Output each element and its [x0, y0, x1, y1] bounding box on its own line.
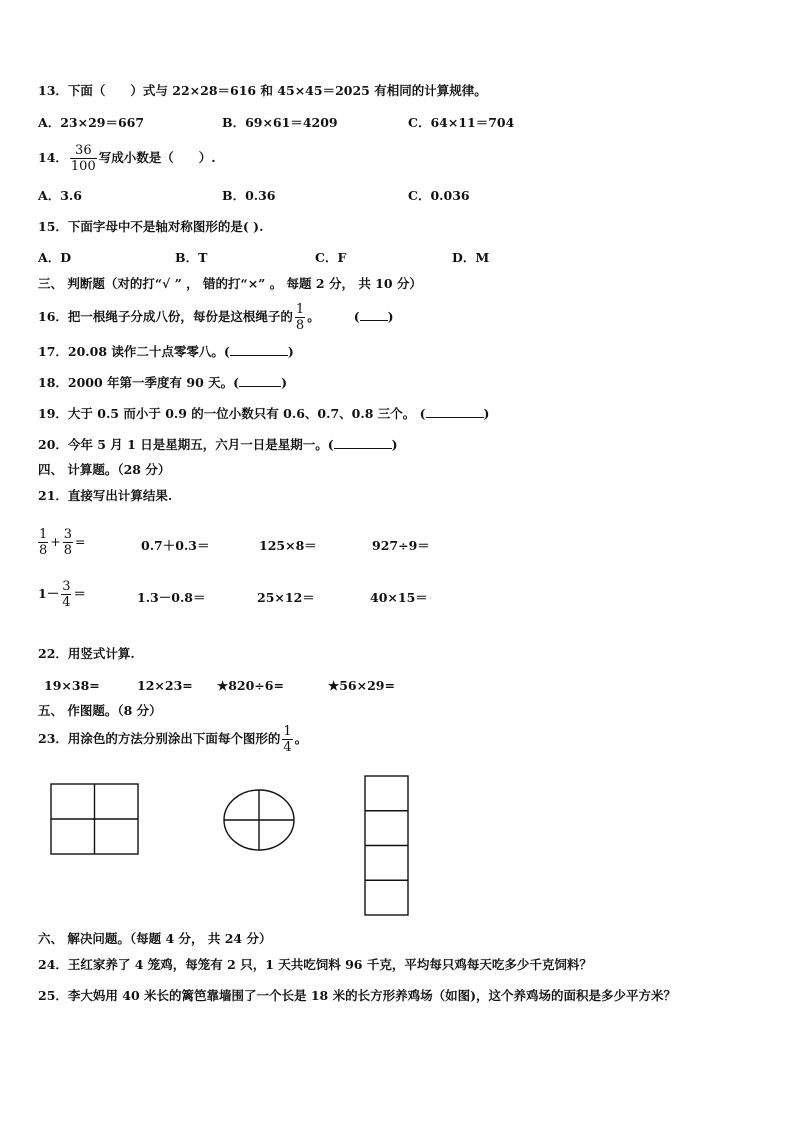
q23-fraction: [282, 724, 292, 755]
q13-option-c: C．64×11＝704: [408, 115, 515, 130]
q21-r2-item3: 40×15＝: [370, 590, 428, 605]
q17-text: 17．20.08 读作二十点零零八。(: [38, 344, 230, 359]
q21-r1-item2: 125×8＝: [259, 538, 317, 553]
q13-text: 13．下面（ ）式与 22×28＝616 和 45×45＝2025 有相同的计算规律。: [38, 83, 487, 98]
q20-line: [38, 436, 398, 453]
q21-r1-eq: =: [75, 534, 86, 549]
q21-r1-frac1: [38, 527, 48, 558]
q21-r2-frac: [61, 579, 71, 610]
q18-close: ): [281, 375, 287, 390]
q22-item2: 12×23=: [137, 678, 193, 693]
q24-text: 24．王红家养了 4 笼鸡，每笼有 2 只，1 天共吃饲料 96 千克，平均每只鸡每天吃多少千克饲料？: [38, 957, 592, 972]
q21-text: 21．直接写出计算结果.: [38, 488, 173, 503]
q23-suffix: 。: [294, 731, 308, 746]
q23-frac-den: 4: [283, 740, 292, 755]
q14-fraction: [70, 143, 97, 174]
q22-text: 22．用竖式计算.: [38, 646, 135, 661]
q15-option-d: D．M: [452, 250, 490, 265]
q19-close: ): [483, 406, 490, 421]
q21-r1-frac2: [63, 527, 73, 558]
q23-prefix: 23．用涂色的方法分别涂出下面每个图形的: [38, 731, 281, 746]
q14-option-b: B．0.36: [222, 188, 276, 203]
q14-frac-den: 100: [70, 159, 96, 174]
q21-r2-item2: 25×12＝: [257, 590, 315, 605]
q21-r1-frac2-den: 8: [63, 543, 73, 558]
q21-r2-eq: ＝: [73, 586, 86, 601]
q16-suffix: 。: [307, 309, 320, 324]
q21-fraction-diff: [38, 574, 86, 614]
q19-line: [38, 405, 489, 422]
q16-frac-num: 1: [295, 302, 305, 317]
q21-r1-item3: 927÷9＝: [372, 538, 430, 553]
column-quartered-figure[interactable]: [364, 775, 410, 917]
q16-paren-close: ): [387, 309, 394, 324]
q21-r1-item1: 0.7＋0.3＝: [141, 538, 210, 553]
q22-item1: 19×38=: [44, 678, 100, 693]
q19-text: 19．大于 0.5 而小于 0.9 的一位小数只有 0.6、0.7、0.8 三个。 (: [38, 406, 426, 421]
q21-r2-item1: 1.3－0.8＝: [137, 590, 206, 605]
q19-answer-blank[interactable]: [426, 405, 484, 418]
q14-line: [38, 139, 216, 177]
q23-line: [38, 718, 307, 760]
q15-text: 15．下面字母中不是轴对称图形的是( ).: [38, 219, 264, 234]
q16-paren-open: (: [353, 309, 360, 324]
rectangle-quartered-figure[interactable]: [50, 783, 140, 857]
q14-option-a: A．3.6: [38, 188, 82, 203]
q22-item4: ★56×29=: [328, 678, 395, 693]
q15-option-b: B．T: [175, 250, 208, 265]
q16-prefix: 16．把一根绳子分成八份，每份是这根绳子的: [38, 309, 293, 324]
section3-heading: 三、 判断题（对的打“√ ” ， 错的打“×” 。 每题 2 分， 共 10 分）: [38, 276, 422, 291]
q20-answer-blank[interactable]: [334, 436, 392, 449]
q14-frac-num: 36: [75, 143, 92, 158]
q16-answer-blank[interactable]: [360, 308, 388, 321]
q21-r1-frac2-num: 3: [63, 527, 73, 542]
q15-option-c: C．F: [315, 250, 347, 265]
section6-heading: 六、 解决问题。（每题 4 分， 共 24 分）: [38, 931, 272, 946]
section5-heading: 五、 作图题。（8 分）: [38, 703, 162, 718]
q21-r2-lead: 1－: [38, 586, 60, 601]
q16-frac-den: 8: [295, 318, 305, 333]
q21-r1-frac1-num: 1: [39, 527, 48, 542]
q18-line: [38, 374, 287, 391]
q16-fraction: [295, 302, 305, 333]
q15-option-a: A．D: [38, 250, 72, 265]
q21-r2-frac-num: 3: [62, 579, 71, 594]
q13-option-a: A．23×29＝667: [38, 115, 145, 130]
q25-text: 25．李大妈用 40 米长的篱笆靠墙围了一个长是 18 米的长方形养鸡场（如图)，这个养鸡场的面积是多少平方米？: [38, 988, 677, 1003]
q18-answer-blank[interactable]: [239, 374, 281, 387]
q21-r1-plus: +: [50, 534, 61, 549]
q18-text: 18．2000 年第一季度有 90 天。(: [38, 375, 240, 390]
q21-r2-frac-den: 4: [62, 595, 71, 610]
q16-line: [38, 301, 394, 333]
q14-prefix: 14．: [38, 150, 68, 165]
q23-frac-num: 1: [283, 724, 292, 739]
q21-r1-frac1-den: 8: [39, 543, 48, 558]
q17-close: ): [287, 344, 294, 359]
q20-text: 20．今年 5 月 1 日是星期五，六月一日是星期一。(: [38, 437, 334, 452]
q17-answer-blank[interactable]: [230, 343, 288, 356]
q13-option-b: B．69×61＝4209: [222, 115, 338, 130]
q20-close: ): [391, 437, 398, 452]
circle-quartered-figure[interactable]: [222, 788, 298, 854]
section4-heading: 四、 计算题。（28 分）: [38, 462, 171, 477]
q14-suffix: 写成小数是（ ）.: [98, 150, 216, 165]
q14-option-c: C．0.036: [408, 188, 470, 203]
q22-item3: ★820÷6=: [217, 678, 284, 693]
q17-line: [38, 343, 294, 360]
q21-fraction-sum: [38, 522, 86, 562]
